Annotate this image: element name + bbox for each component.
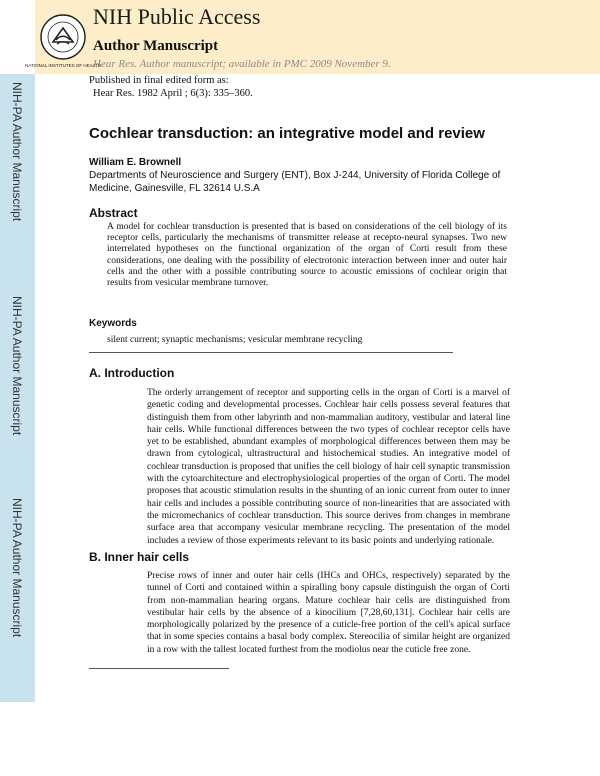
keywords-heading: Keywords <box>89 318 137 329</box>
abstract-text: A model for cochlear transduction is presented that is based on considerations of the cell biology of its receptor cells, particularly the mechanisms of transmitter release at recepto-neural synapses. Two new interrelated hypotheses on the functional organization of the organ of Corti result from these considerations, one dealing with the possibility of electrotonic interaction between inner and outer hair cells and the other with a possible contributing source to acoustic emissions of cochlear origin that results from vesicular membrane turnover. <box>107 222 507 289</box>
availability-note: Hear Res. Author manuscript; available in PMC 2009 November 9. <box>93 58 391 70</box>
keywords-text: silent current; synaptic mechanisms; vesicular membrane recycling <box>107 335 363 345</box>
article-title: Cochlear transduction: an integrative model and review <box>89 125 485 142</box>
article-author: William E. Brownell <box>89 157 182 168</box>
author-affiliation: Departments of Neuroscience and Surgery (ENT), Box J-244, University of Florida College of Medicine, Gainesville, FL 32614 U.S.A <box>89 170 501 194</box>
nih-public-access-title: NIH Public Access <box>93 4 261 29</box>
footnote-rule <box>89 668 229 669</box>
publication-line-1: Published in final edited form as: <box>89 75 229 86</box>
section-b-text: Precise rows of inner and outer hair cells (IHCs and OHCs, respectively) separated by the tunnel of Corti and contained within a spiralling bony capsule distinguish the organ of Corti from non-mammalian hearing organs. Mature cochlear hair cells are distinguished from vestibular hair cells by the absence of a kinocilium [7,28,60,131]. Cochlear hair cells are morphologically polarized by the presence of a cuticle-free portion of the cell's apical surface that in some species contains a basal body complex. Stereocilia of similar height are organized in a row with the tallest located furthest from the modiolus near the cuticle free zone. <box>147 571 510 655</box>
publication-info <box>89 74 253 100</box>
sidebar-strip: NIH-PA Author Manuscript NIH-PA Author Manuscript NIH-PA Author Manuscript <box>0 74 35 702</box>
abstract-heading: Abstract <box>89 206 138 220</box>
section-b-heading: B. Inner hair cells <box>89 550 190 564</box>
section-a-heading: A. Introduction <box>89 366 175 380</box>
svg-text:NATIONAL INSTITUTES OF HEALTH: NATIONAL INSTITUTES OF HEALTH <box>25 63 101 68</box>
author-manuscript-label: Author Manuscript <box>93 38 219 54</box>
divider-line <box>89 352 453 353</box>
publication-citation: Hear Res. 1982 April ; 6(3): 335–360. <box>93 88 253 99</box>
nih-logo-icon <box>25 4 101 70</box>
section-a-text: The orderly arrangement of receptor and supporting cells in the organ of Corti is a marvel of genetic coding and developmental processes. Cochlear hair cells possess several features that distinguish them from other labyrinth and non-mammalian auditory, vestibular and lateral line hair cells. While functional differences between the two types of cochlear receptor cells have yet to be established, abundant examples of morphological differences between them may be drawn from cytological, ultrastructural and histochemical studies. An integrative model of cochlear transduction is proposed that unifies the cell biology of hair cell synaptic transmission with the cytoarchitecture and electrophysiological properties of the organ of Corti. The model proposes that acoustic stimulation results in the shunting of an ionic current from outer to inner hair cells and includes a possible contributing source of non-linearities that are associated with the micromechanics of cochlear transduction. This source derives from changes in membrane surface area that accompany vesicular membrane recycling. The presentation of the model includes a review of those experiments relevant to its basic points and underlying rationale. <box>147 388 510 546</box>
